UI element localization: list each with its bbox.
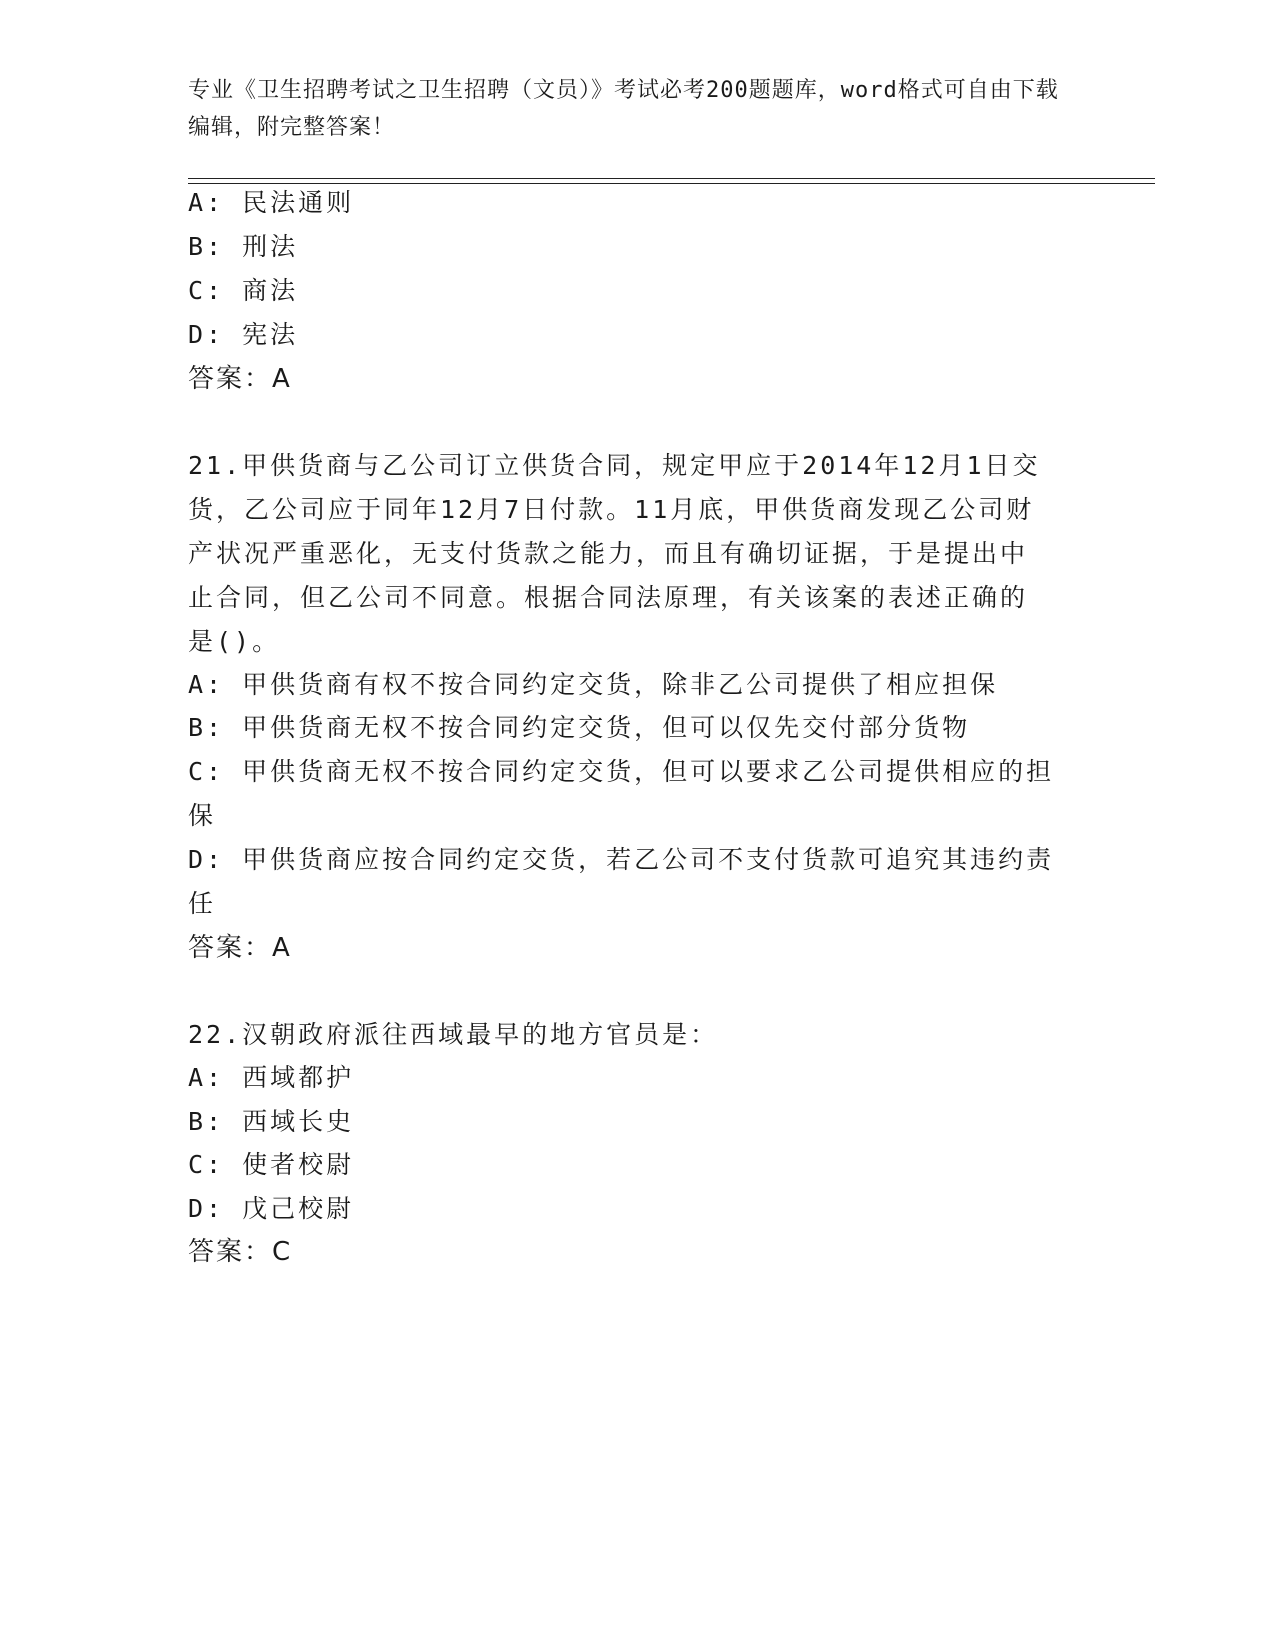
q21-option-c-cont: 保 [188,801,217,830]
q21-answer: 答案：A [188,933,292,963]
q21-stem-line-1: 21.甲供货商与乙公司订立供货合同，规定甲应于2014年12月1日交 [188,451,1041,480]
document-header: 专业《卫生招聘考试之卫生招聘（文员）》考试必考200题题库，word格式可自由下载编辑，附完整答案！ [188,78,1059,140]
q21-stem-line-5: 是()。 [188,627,281,656]
q22-option-b: B: 西域长史 [188,1107,355,1136]
q22-stem: 22.汉朝政府派往西域最早的地方官员是： [188,1020,719,1049]
q21-stem-line-4: 止合同，但乙公司不同意。根据合同法原理，有关该案的表述正确的 [188,583,1029,612]
q21-option-a: A: 甲供货商有权不按合同约定交货，除非乙公司提供了相应担保 [188,670,999,699]
q21-option-d-cont: 任 [188,889,217,918]
q21-option-d: D: 甲供货商应按合同约定交货，若乙公司不支付货款可追究其违约责 [188,845,1055,874]
q21-option-c: C: 甲供货商无权不按合同约定交货，但可以要求乙公司提供相应的担 [188,757,1055,786]
header-divider-top [188,178,1155,179]
q20-option-c: C: 商法 [188,276,299,305]
q21-option-b: B: 甲供货商无权不按合同约定交货，但可以仅先交付部分货物 [188,713,971,742]
q20-answer: 答案：A [188,364,292,394]
q22-answer: 答案：C [188,1237,293,1267]
q22-option-c: C: 使者校尉 [188,1150,355,1179]
header-divider-bottom [188,183,1155,184]
q22-option-a: A: 西域都护 [188,1063,355,1092]
q22-option-d: D: 戊己校尉 [188,1194,355,1223]
q20-option-d: D: 宪法 [188,320,299,349]
q20-option-b: B: 刑法 [188,232,299,261]
q21-stem-line-3: 产状况严重恶化，无支付货款之能力，而且有确切证据，于是提出中 [188,539,1029,568]
q21-stem-line-2: 货，乙公司应于同年12月7日付款。11月底，甲供货商发现乙公司财 [188,495,1035,524]
q20-option-a: A: 民法通则 [188,188,355,217]
